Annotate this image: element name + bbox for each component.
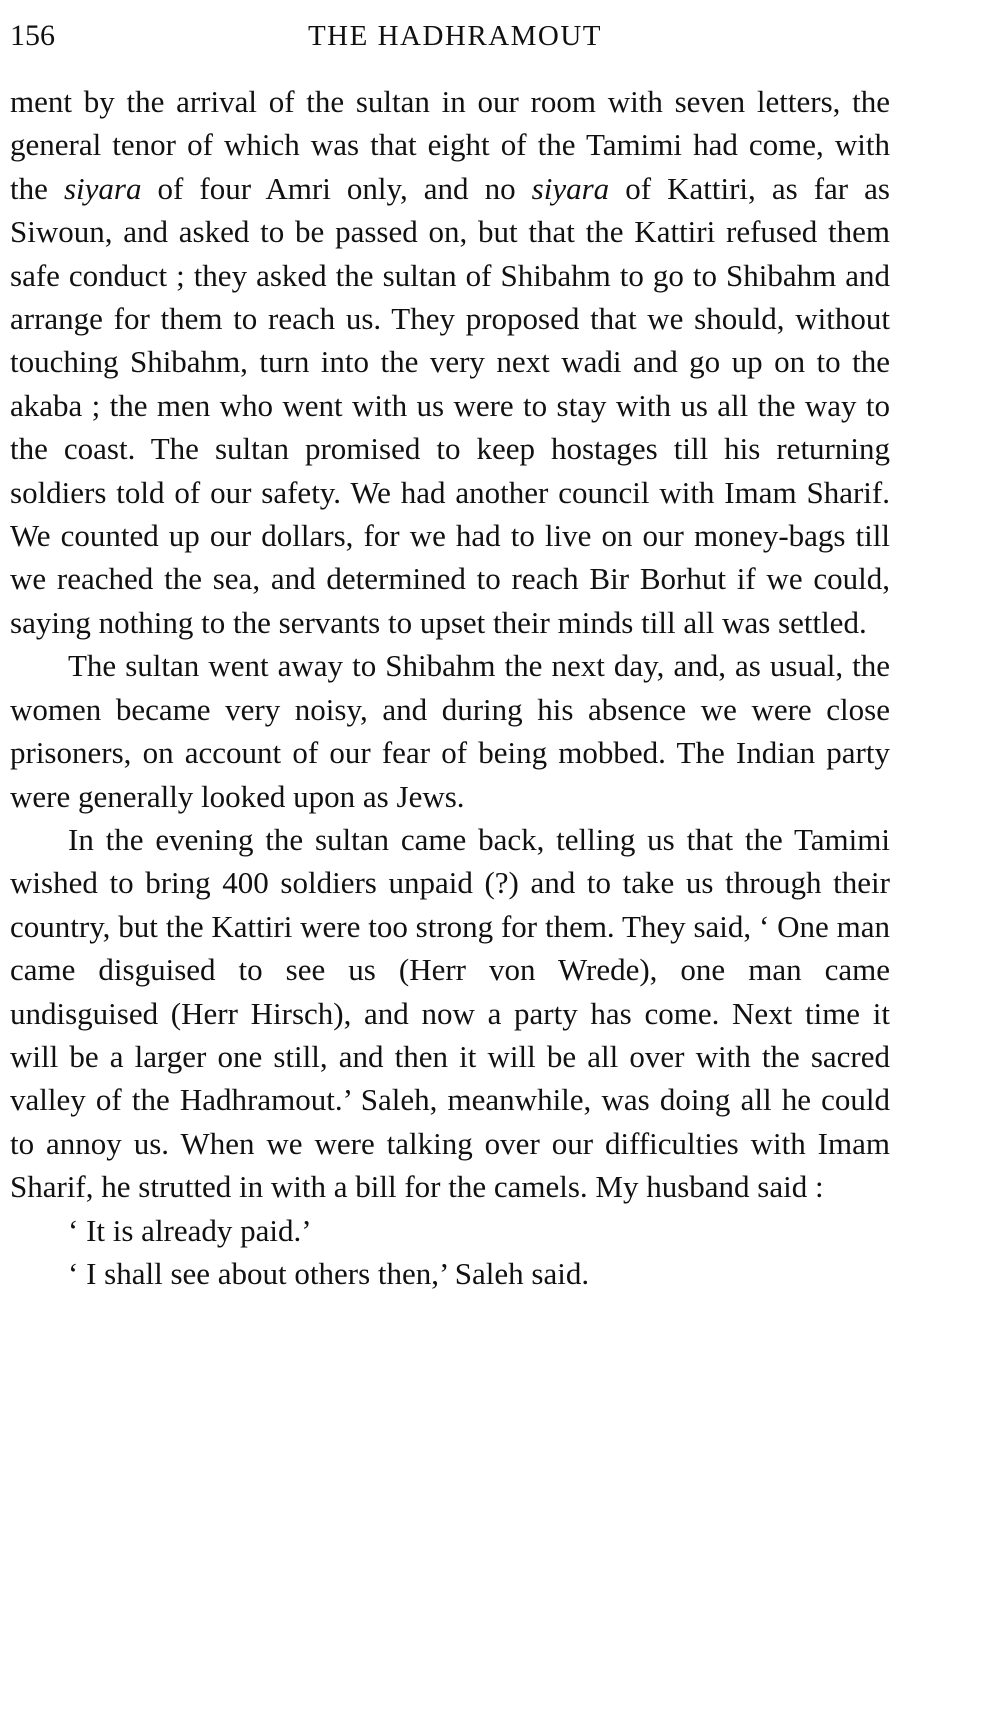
paragraph: The sultan went away to Shibahm the next day, and, as usual, the women became very noisy, and during his absence we were close prisoners, on account of our fear of being mobbed. The Indian party were generally looked upon as Jews. — [10, 648, 890, 814]
body-text — [10, 80, 890, 1295]
dialogue-line: ‘ I shall see about others then,’ Saleh said. — [68, 1255, 590, 1291]
italic-term: siyara — [63, 170, 142, 206]
running-title: THE HADHRAMOUT — [307, 20, 603, 52]
italic-term: siyara — [531, 170, 610, 206]
text-run: of Kattiri, as far as Siwoun, and asked to be passed on, but that the Kattiri refused them safe conduct ; they asked the sultan of Shibahm to go to Shibahm and arrange for them to reach us. They proposed that we should, without touching Shibahm, turn into the very next wadi and go up on to the akaba ; the men who went with us were to stay with us all the way to the coast. The sultan promised to keep hostages till his returning soldiers told of our safety. We had another council with Imam Sharif. We counted up our dollars, for we had to live on our money-bags till we reached the sea, and determined to reach Bir Borhut if we could, saying nothing to the servants to upset their minds till all was settled. — [10, 170, 890, 640]
page-number: 156 — [10, 19, 55, 52]
paragraph: In the evening the sultan came back, telling us that the Tamimi wished to bring 400 soldiers unpaid (?) and to take us through their country, but the Kattiri were too strong for them. They said, ‘ One man came disguised to see us (Herr von Wrede), one man came undisguised (Herr Hirsch), and now a party has come. Next time it will be a larger one still, and then it will be all over with the sacred valley of the Hadhramout.’ Saleh, meanwhile, was doing all he could to annoy us. When we were talking over our difficulties with Imam Sharif, he strutted in with a bill for the camels. My husband said : — [10, 821, 890, 1205]
text-run: of four Amri only, and no — [141, 170, 532, 206]
paragraph-continued — [10, 80, 890, 644]
page-header — [10, 16, 900, 56]
text-run: ment by the arrival of the sultan in our room with seven letters, the general tenor of which was that eight of the Tamimi had come, with the — [10, 84, 890, 206]
dialogue-line: ‘ It is already paid.’ — [68, 1212, 312, 1248]
